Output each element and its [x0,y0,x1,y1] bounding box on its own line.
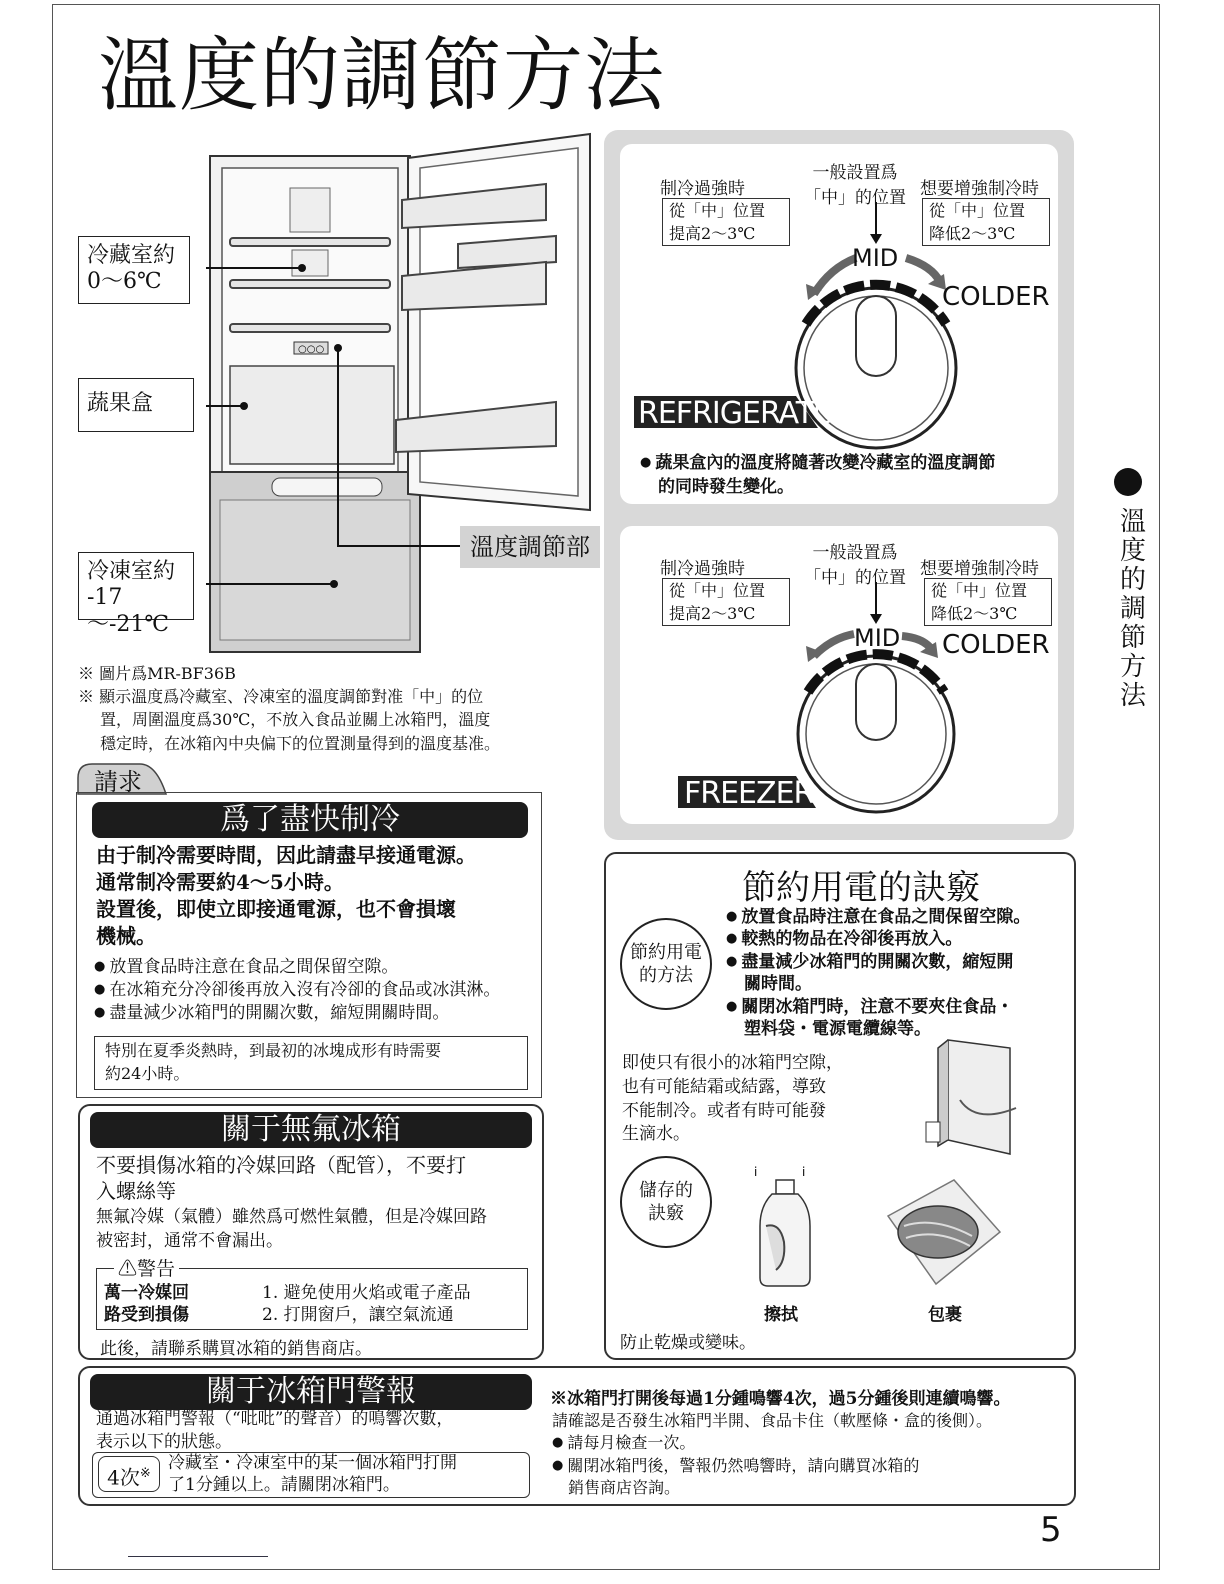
cfc-line: 無氟冷媒（氣體）雖然爲可燃性氣體，但是冷媒回路 [96,1207,487,1227]
saving-para-line: 也有可能結霜或結露，導致 [622,1076,826,1097]
door-gap-illustration [920,1036,1030,1160]
cfc-line: 入螺絲等 [96,1179,176,1203]
request-bullets [94,956,500,1025]
ref-mid-head-line: 一般設置爲 [812,163,898,183]
fridge-temp-line1: 冷藏室約 [87,243,176,268]
request-bold-line: 機械。 [96,924,156,948]
frz-mid-head-line: 「中」的位置 [804,568,906,588]
alarm-right-bullet: ● 請每月檢查一次。 [552,1432,992,1454]
alarm-count-mark: ※ [139,1466,151,1481]
footer-rule [128,1556,268,1557]
ref-note [640,452,995,500]
freezer-temp-label [78,552,194,637]
saving-para-line: 生滴水。 [622,1124,690,1145]
side-title-char: 法 [1119,681,1146,711]
saving-para-line: 不能制冷。或者有時可能發 [622,1100,826,1121]
alarm-text [96,1408,453,1454]
frz-left-box-line: 提高2～3℃ [669,604,756,624]
svg-text:○○○: ○○○ [298,344,325,355]
page-number: 5 [1040,1510,1062,1550]
frz-right-head: 想要增強制冷時 [920,559,1039,579]
wrapped-food-icon [884,1176,1004,1288]
alarm-line: 通過冰箱門警報（“吡吡”的聲音）的鳴響次數， [96,1409,454,1429]
alarm-right-text [552,1410,992,1500]
saving-circle-line: 的方法 [639,965,693,986]
ref-name-label: REFRIGERATOR [638,396,856,431]
warning-title-text: 警告 [137,1258,176,1280]
ref-right-box-line: 從「中」位置 [929,201,1026,220]
frz-left-box-line: 從「中」位置 [669,581,766,600]
note-line: ※ 圖片爲MR-BF36B [78,664,236,683]
ref-note-line: 的同時發生變化。 [658,476,794,497]
storage-circle [620,1156,712,1248]
side-title [1118,508,1148,711]
freezer-temp-line1: 冷凍室約 [87,559,176,584]
storage-circle-line: 儲存的 [639,1179,693,1201]
warning-right-line: 2. 打開窗戶，讓空氣流通 [262,1305,454,1326]
cfc-text [96,1152,466,1204]
wrap-label: 包裹 [928,1305,962,1325]
saving-bullet: ● 關閉冰箱門時，注意不要夾住食品・ [726,996,1030,1018]
cfc-line: 被密封，通常不會漏出。 [96,1230,283,1251]
frz-right-box-line: 從「中」位置 [931,581,1028,600]
storage-circle-line: 訣竅 [648,1203,684,1224]
saving-title: 節約用電的訣竅 [742,868,980,908]
warning-icon: ⚠ [118,1258,138,1280]
control-label: 溫度調節部 [460,526,600,568]
side-marker-dot [1114,468,1142,496]
page-title: 溫度的調節方法 [98,29,665,122]
vegetable-label: 蔬果盒 [78,378,194,432]
ref-left-box-line: 從「中」位置 [669,201,766,220]
note-line: 置，周圍溫度爲30℃，不放入食品並關上冰箱門，溫度 [100,710,491,730]
svg-text:ⅰ: ⅰ [754,1166,758,1179]
request-bullet: ● 盡量減少冰箱門的開關次數，縮短開關時間。 [94,1002,500,1025]
side-title-char: 節 [1119,623,1146,653]
notes [78,662,578,755]
saving-paragraph [622,1052,843,1147]
frz-colder-label: COLDER [942,630,1050,660]
saving-bullets [726,906,1030,1041]
request-bullet: ● 放置食品時注意在食品之間保留空隙。 [94,956,500,979]
ref-colder-label: COLDER [942,282,1050,312]
note-line: 穩定時，在冰箱內中央偏下的位置測量得到的溫度基准。 [100,733,501,753]
saving-bottom: 防止乾燥或變味。 [620,1333,756,1353]
alarm-right-line: 請確認是否發生冰箱門半開、食品卡住（軟壓條・盒的後側）。 [552,1411,993,1430]
frz-right-box-line: 降低2～3℃ [931,604,1018,624]
ref-mid-label: MID [852,244,899,272]
ref-left-head: 制冷過強時 [660,179,745,199]
side-title-char: 調 [1119,594,1146,624]
warning-left-line: 路受到損傷 [104,1305,189,1326]
warning-right-line: 1. 避免使用火焰或電子產品 [262,1283,471,1303]
alarm-count [98,1456,160,1492]
saving-para-line: 即使只有很小的冰箱門空隙， [622,1053,843,1073]
cfc-bar: 關于無氟冰箱 [90,1112,532,1148]
cfc-subtext [96,1206,487,1254]
request-note-box [94,1036,528,1090]
warning-left [104,1282,189,1326]
saving-bullet: ● 較熱的物品在冷卻後再放入。 [726,928,1030,950]
frz-left-head: 制冷過強時 [660,559,745,579]
alarm-bar: 關于冰箱門警報 [90,1374,532,1410]
request-tab-label: 請求 [94,768,142,796]
cfc-line: 不要損傷冰箱的冷媒回路（配管），不要打 [96,1153,466,1177]
alarm-right-line: 銷售商店咨詢。 [568,1478,681,1498]
warning-right [262,1282,471,1326]
frz-mid-head-line: 一般設置爲 [812,543,898,563]
side-title-char: 度 [1119,536,1146,566]
alarm-right-bullet: ● 關閉冰箱門後，警報仍然鳴響時，請向購買冰箱的 [552,1455,992,1477]
alarm-condition [168,1452,457,1496]
saving-method-circle [620,918,712,1010]
ref-right-box-line: 降低2～3℃ [929,224,1016,244]
freezer-temp-line2: -17～-21℃ [87,585,170,637]
alarm-line: 表示以下的狀態。 [96,1431,232,1452]
alarm-count-value: 4次 [107,1465,140,1490]
saving-bullet: ● 盡量減少冰箱門的開關次數，縮短開 [726,951,1030,973]
cfc-after: 此後，請聯系購買冰箱的銷售商店。 [100,1339,372,1359]
frz-mid-label: MID [854,624,901,652]
request-note-line: 約24小時。 [105,1064,190,1084]
fridge-temp-label [78,236,190,304]
fridge-temp-line2: 0～6℃ [87,269,162,295]
request-bar: 爲了盡快制冷 [92,802,528,838]
request-bold-line: 設置後，即使立即接通電源，也不會損壞 [96,897,456,921]
ref-left-box-line: 提高2～3℃ [669,224,756,244]
bottle-icon [750,1166,826,1290]
request-bold-line: 由于制冷需要時間，因此請盡早接通電源。 [96,843,476,867]
side-title-char: 的 [1119,565,1146,595]
request-note-line: 特別在夏季炎熱時，到最初的冰塊成形有時需要 [105,1041,442,1060]
ref-note-line: ● 蔬果盒內的溫度將隨著改變冷藏室的溫度調節 [640,452,995,476]
fridge-illustration [206,128,598,656]
frz-name-label: FREEZER [684,776,814,811]
saving-circle-line: 節約用電 [630,941,702,963]
alarm-condition-line: 了1分鍾以上。請關閉冰箱門。 [168,1475,400,1496]
svg-text:ⅰ: ⅰ [802,1166,806,1179]
warning-left-line: 萬一冷媒回 [104,1283,189,1303]
request-bullet: ● 在冰箱充分冷卻後再放入沒有冷卻的食品或冰淇淋。 [94,979,500,1002]
ref-mid-head-line: 「中」的位置 [804,188,906,208]
saving-bullet: ● 放置食品時注意在食品之間保留空隙。 [726,906,1030,928]
alarm-condition-line: 冷藏室・冷凍室中的某一個冰箱門打開 [168,1453,457,1473]
wipe-label: 擦拭 [764,1305,798,1325]
alarm-right-bold: ※冰箱門打開後每過1分鍾鳴響4次，過5分鍾後則連續鳴響。 [550,1389,1011,1409]
ref-right-head: 想要增強制冷時 [920,179,1039,199]
note-line: ※ 顯示溫度爲冷藏室、冷凍室的溫度調節對准「中」的位 [78,687,484,707]
side-title-char: 方 [1119,652,1146,682]
request-bold-line: 通常制冷需要約4～5小時。 [96,870,344,894]
warning-title [114,1254,179,1281]
saving-bullet-cont: 關時間。 [744,974,812,995]
side-title-char: 溫 [1119,507,1146,537]
request-bold-text [96,842,476,950]
saving-bullet-cont: 塑料袋・電源電纜線等。 [744,1019,931,1040]
